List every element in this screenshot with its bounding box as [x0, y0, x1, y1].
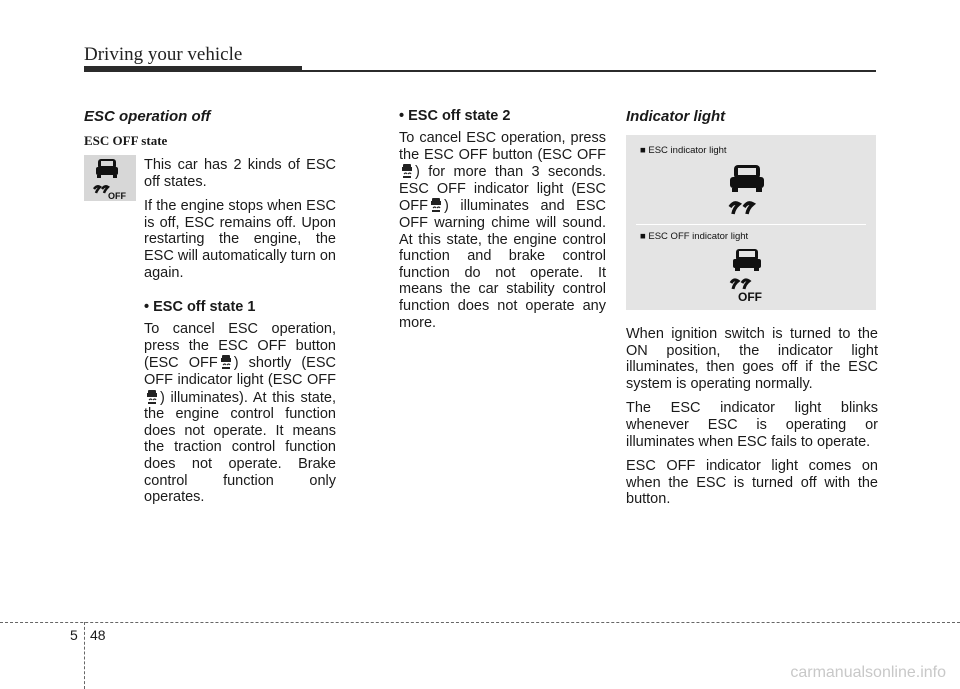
footer-vertical-rule: [84, 622, 85, 689]
header-bar: [84, 66, 302, 72]
section-title-indicator-light: Indicator light: [626, 108, 726, 125]
watermark: carmanualsonline.info: [790, 664, 946, 681]
paragraph-state-1: To cancel ESC operation, press the ESC OFF button (ESC OFF ) shortly (ESC OFF indicator light (ESC OFF) illuminates). At this state, the engine control function does not operate. It means the traction control function does not operate. Brake control function only operates.: [144, 321, 336, 506]
esc-off-indicator-label: OFF: [738, 290, 762, 303]
paragraph-off-indicator: ESC OFF indicator light comes on when the ESC is turned off with the button.: [626, 458, 878, 508]
paragraph-blinks: The ESC indicator light blinks whenever ESC is operating or illuminates when ESC fails to operate.: [626, 400, 878, 450]
indicator-light-panel: [626, 135, 876, 310]
panel-divider: [636, 224, 866, 225]
panel-label-esc-off-indicator: ■ ESC OFF indicator light: [640, 231, 749, 242]
esc-indicator-light-icon: [724, 163, 770, 215]
page-header-title: Driving your vehicle: [84, 44, 243, 65]
esc-off-indicator-light-icon: [726, 247, 786, 303]
column-esc-operation-off: [84, 108, 336, 514]
esc-off-inline-icon: [430, 197, 442, 213]
paragraph-engine-stops: If the engine stops when ESC is off, ESC remains off. Upon restarting the engine, the ESC will automatically turn on again.: [144, 198, 336, 281]
footer-page-number: 48: [90, 627, 106, 643]
subheading-esc-off-state: ESC OFF state: [84, 133, 168, 148]
footer-rule: [0, 622, 960, 623]
paragraph-ignition: When ignition switch is turned to the ON position, the indicator light illuminates, then goes off if the ESC system is operating normally.: [626, 326, 878, 392]
paragraph-two-kinds: This car has 2 kinds of ESC off states.: [144, 157, 336, 190]
paragraph-state-2: To cancel ESC operation, press the ESC OFF button (ESC OFF) for more than 3 seconds. ESC OFF indicator light (ESC OFF ) illuminates and ESC OFF warning chime will sound. At this state, the engine control function and brake control function do not operate. It means the car stability control function does not operate any more.: [399, 130, 606, 331]
esc-off-inline-icon: [220, 354, 232, 370]
column-indicator-light: [626, 108, 878, 516]
panel-label-esc-indicator: ■ ESC indicator light: [640, 145, 727, 156]
bullet-esc-off-state-2: • ESC off state 2: [399, 108, 511, 124]
header-rule: [302, 70, 876, 72]
esc-off-inline-icon: [146, 389, 158, 405]
esc-off-icon-label: OFF: [108, 191, 126, 201]
section-title-esc-operation-off: ESC operation off: [84, 108, 211, 125]
column-esc-off-state-2: [399, 108, 606, 339]
esc-off-inline-icon: [401, 163, 413, 179]
esc-off-button-icon: [84, 155, 136, 201]
footer-chapter-number: 5: [70, 627, 78, 643]
bullet-esc-off-state-1: • ESC off state 1: [144, 299, 256, 316]
